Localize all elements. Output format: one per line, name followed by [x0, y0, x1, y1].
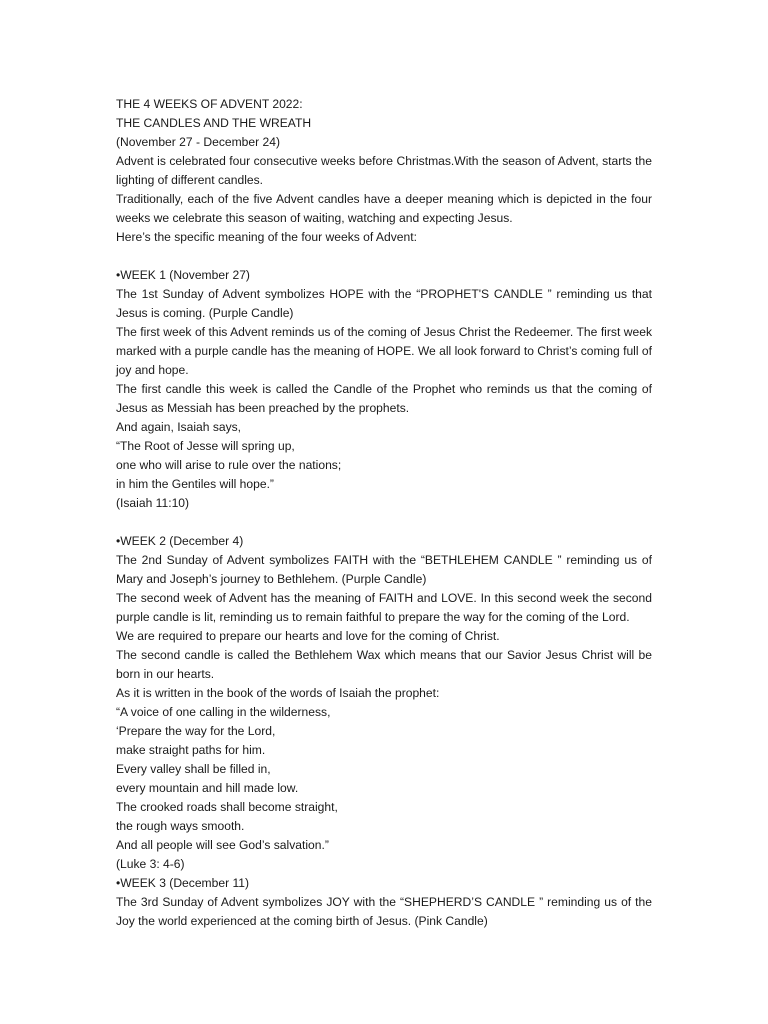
week-2-quote-line: And all people will see God’s salvation.”: [116, 838, 329, 852]
week-2-paragraph: The second candle is called the Bethlehem Wax which means that our Savior Jesus Christ will be born in our hearts.: [116, 648, 652, 681]
week-1-quote-intro: And again, Isaiah says,: [116, 420, 242, 434]
week-1-quote-line: “The Root of Jesse will spring up,: [116, 439, 295, 453]
week-2-paragraph: We are required to prepare our hearts and love for the coming of Christ.: [116, 629, 500, 643]
week-2-quote-line: every mountain and hill made low.: [116, 781, 299, 795]
intro-paragraph: Traditionally, each of the five Advent candles have a deeper meaning which is depicted in the four weeks we celebrate this season of waiting, watching and expecting Jesus.: [116, 192, 652, 225]
week-2-heading: •WEEK 2 (December 4): [116, 534, 244, 548]
week-2-quote-line: the rough ways smooth.: [116, 819, 245, 833]
document-page: [116, 95, 652, 931]
week-2-reference: (Luke 3: 4-6): [116, 857, 185, 871]
week-2-quote-line: The crooked roads shall become straight,: [116, 800, 338, 814]
week-3-heading: •WEEK 3 (December 11): [116, 876, 250, 890]
spacer: [116, 247, 652, 266]
week-1-paragraph: The 1st Sunday of Advent symbolizes HOPE with the “PROPHET'S CANDLE ” reminding us that Jesus is coming. (Purple Candle): [116, 287, 652, 320]
week-1-quote-line: one who will arise to rule over the nations;: [116, 458, 342, 472]
week-2-quote-intro: As it is written in the book of the words of Isaiah the prophet:: [116, 686, 440, 700]
week-1-reference: (Isaiah 11:10): [116, 496, 190, 510]
week-2-paragraph: The second week of Advent has the meaning of FAITH and LOVE. In this second week the second purple candle is lit, reminding us to remain faithful to prepare the way for the coming of the Lord.: [116, 591, 652, 624]
week-1-paragraph: The first candle this week is called the Candle of the Prophet who reminds us that the coming of Jesus as Messiah has been preached by the prophets.: [116, 382, 652, 415]
date-range: (November 27 - December 24): [116, 135, 280, 149]
spacer: [116, 513, 652, 532]
intro-paragraph: Advent is celebrated four consecutive weeks before Christmas.With the season of Advent, starts the lighting of different candles.: [116, 154, 652, 187]
intro-paragraph: Here’s the specific meaning of the four weeks of Advent:: [116, 230, 417, 244]
week-2-paragraph: The 2nd Sunday of Advent symbolizes FAITH with the “BETHLEHEM CANDLE ” reminding us of Mary and Joseph’s journey to Bethlehem. (Purple Candle): [116, 553, 652, 586]
week-2-quote-line: make straight paths for him.: [116, 743, 266, 757]
week-1-paragraph: The first week of this Advent reminds us of the coming of Jesus Christ the Redeemer. The first week marked with a purple candle has the meaning of HOPE. We all look forward to Christ’s coming full of joy and hope.: [116, 325, 652, 377]
week-3-paragraph: The 3rd Sunday of Advent symbolizes JOY with the “SHEPHERD’S CANDLE ” reminding us of the Joy the world experienced at the coming birth of Jesus. (Pink Candle): [116, 895, 652, 928]
week-1-quote-line: in him the Gentiles will hope.”: [116, 477, 274, 491]
document-subtitle: THE CANDLES AND THE WREATH: [116, 116, 312, 130]
week-2-quote-line: Every valley shall be filled in,: [116, 762, 271, 776]
document-title: THE 4 WEEKS OF ADVENT 2022:: [116, 97, 303, 111]
week-2-quote-line: “A voice of one calling in the wilderness,: [116, 705, 331, 719]
week-2-quote-line: ‘Prepare the way for the Lord,: [116, 724, 276, 738]
week-1-heading: •WEEK 1 (November 27): [116, 268, 250, 282]
